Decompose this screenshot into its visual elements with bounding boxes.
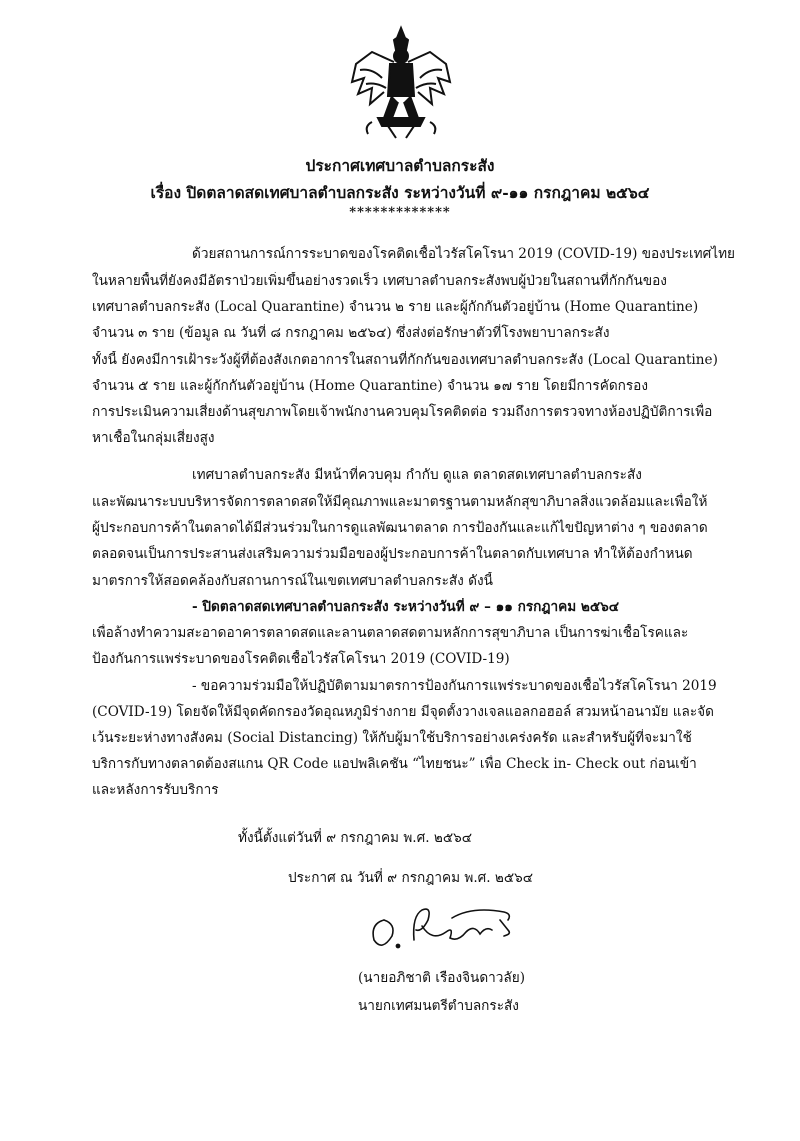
paragraph-line: เทศบาลตำบลกระสัง มีหน้าที่ควบคุม กำกับ ดูแล ตลาดสดเทศบาลตำบลกระสัง	[192, 467, 642, 483]
paragraph-line: ในหลายพื้นที่ยังคงมีอัตราป่วยเพิ่มขึ้นอย่างรวดเร็ว เทศบาลตำบลกระสังพบผู้ป่วยในสถานที่กักกันของ	[92, 273, 667, 289]
paragraph-line: ผู้ประกอบการค้าในตลาดได้มีส่วนร่วมในการดูแลพัฒนาตลาด การป้องกันและแก้ไขปัญหาต่าง ๆ ของตลาด	[92, 520, 708, 536]
paragraph-line: เพื่อล้างทำความสะอาดอาคารตลาดสดและลานตลาดสดตามหลักการสุขาภิบาล เป็นการฆ่าเชื้อโรคและ	[92, 625, 689, 641]
signer-name: (นายอภิชาติ เรืองจินดาวลัย)	[358, 970, 526, 986]
paragraph-line: บริการกับทางตลาดต้องสแกน QR Code แอปพลิเคชัน “ไทยชนะ” เพื่อ Check in- Check out ก่อนเข้า	[92, 756, 697, 772]
paragraph-line: ป้องกันการแพร่ระบาดของโรคติดเชื้อไวรัสโคโรนา 2019 (COVID-19)	[92, 651, 510, 667]
paragraph-line: เว้นระยะห่างทางสังคม (Social Distancing) ให้กับผู้มาใช้บริการอย่างเคร่งครัด และสำหรับผู้ที่จะมาใช้	[92, 730, 692, 746]
effective-date: ทั้งนี้ตั้งแต่วันที่ ๙ กรกฎาคม พ.ศ. ๒๕๖๔	[238, 830, 473, 846]
paragraph-line: ทั้งนี้ ยังคงมีการเฝ้าระวังผู้ที่ต้องสังเกตอาการในสถานที่กักกันของเทศบาลตำบลกระสัง (Local Quarantine)	[92, 352, 718, 368]
measure-close-market: - ปิดตลาดสดเทศบาลตำบลกระสัง ระหว่างวันที่ ๙ – ๑๑ กรกฎาคม ๒๕๖๔	[192, 599, 620, 615]
paragraph-line: หาเชื้อในกลุ่มเสี่ยงสูง	[92, 430, 215, 446]
announcement-subject: เรื่อง ปิดตลาดสดเทศบาลตำบลกระสัง ระหว่างวันที่ ๙-๑๑ กรกฎาคม ๒๕๖๔	[150, 183, 650, 202]
paragraph-line: การประเมินความเสี่ยงด้านสุขภาพโดยเจ้าพนักงานควบคุมโรคติดต่อ รวมถึงการตรวจทางห้องปฏิบัติการเพื่อ	[92, 404, 713, 420]
paragraph-line: จำนวน ๕ ราย และผู้กักกันตัวอยู่บ้าน (Home Quarantine) จำนวน ๑๗ ราย โดยมีการคัดกรอง	[92, 378, 648, 394]
paragraph-line: ด้วยสถานการณ์การระบาดของโรคติดเชื้อไวรัสโคโรนา 2019 (COVID-19) ของประเทศไทย	[192, 246, 736, 262]
separator-stars: *************	[349, 205, 451, 220]
paragraph-line: ตลอดจนเป็นการประสานส่งเสริมความร่วมมือของผู้ประกอบการค้าในตลาดกับเทศบาล ทำให้ต้องกำหนด	[92, 546, 693, 562]
paragraph-line: และพัฒนาระบบบริหารจัดการตลาดสดให้มีคุณภาพและมาตรฐานตามหลักสุขาภิบาลสิ่งแวดล้อมและเพื่อให้	[92, 494, 708, 510]
paragraph-line: เทศบาลตำบลกระสัง (Local Quarantine) จำนวน ๒ ราย และผู้กักกันตัวอยู่บ้าน (Home Quarantine)	[92, 299, 699, 315]
paragraph-line: จำนวน ๓ ราย (ข้อมูล ณ วันที่ ๘ กรกฎาคม ๒๕๖๔) ซึ่งส่งต่อรักษาตัวที่โรงพยาบาลกระสัง	[92, 325, 610, 341]
announcement-title: ประกาศเทศบาลตำบลกระสัง	[305, 156, 495, 175]
garuda-emblem	[342, 22, 460, 140]
paragraph-line: มาตรการให้สอดคล้องกับสถานการณ์ในเขตเทศบาลตำบลกระสัง ดังนี้	[92, 573, 493, 589]
signer-title: นายกเทศมนตรีตำบลกระสัง	[358, 998, 519, 1014]
measure-cooperation: - ขอความร่วมมือให้ปฏิบัติตามมาตรการป้องกันการแพร่ระบาดของเชื้อไวรัสโคโรนา 2019	[192, 678, 717, 694]
announcement-date: ประกาศ ณ วันที่ ๙ กรกฎาคม พ.ศ. ๒๕๖๔	[288, 870, 534, 886]
handwritten-signature	[362, 896, 522, 956]
paragraph-line: (COVID-19) โดยจัดให้มีจุดคัดกรองวัดอุณหภูมิร่างกาย มีจุดตั้งวางเจลแอลกอฮอล์ สวมหน้าอนามัย และจัด	[92, 704, 714, 720]
paragraph-line: และหลังการรับบริการ	[92, 782, 219, 798]
